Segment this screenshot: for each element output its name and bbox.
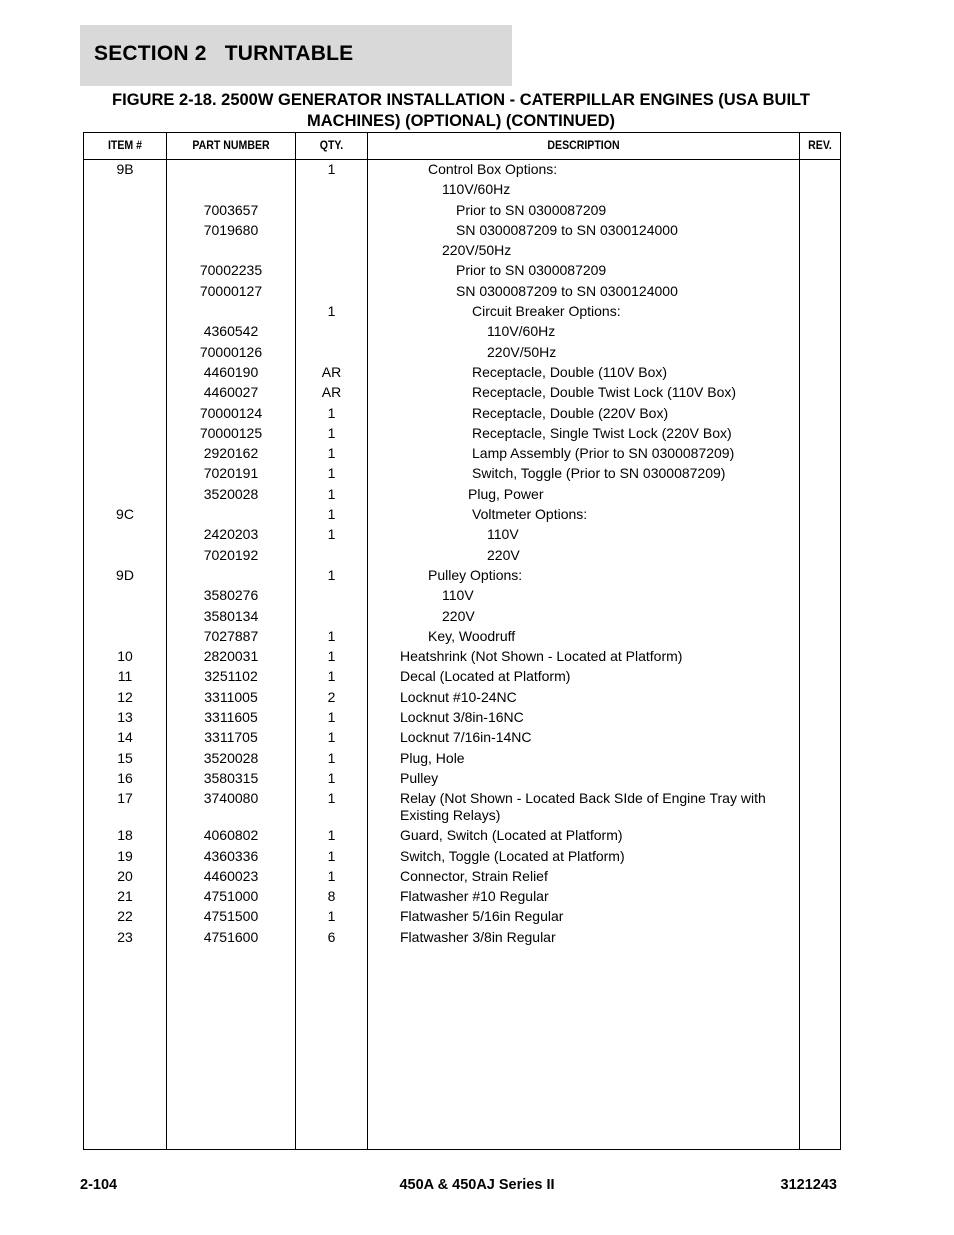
item-number: 9B <box>116 161 134 177</box>
part-number: 70000127 <box>199 282 263 299</box>
footer-doc-number: 3121243 <box>780 1177 837 1193</box>
quantity: 1 <box>327 445 336 462</box>
description: Flatwasher 5/16in Regular <box>400 908 564 925</box>
quantity: 1 <box>327 908 336 925</box>
table-row <box>84 362 840 382</box>
description: Prior to SN 0300087209 <box>456 262 607 279</box>
table-row <box>84 403 840 423</box>
quantity: 1 <box>327 566 336 583</box>
table-row <box>84 687 840 707</box>
table-row <box>84 666 840 686</box>
section-header <box>80 25 512 86</box>
part-number: 4751000 <box>203 888 259 905</box>
part-number: 3520028 <box>203 749 259 766</box>
table-row <box>84 463 840 483</box>
table-row <box>84 260 840 280</box>
table-row <box>84 423 840 443</box>
item-number: 21 <box>117 888 133 905</box>
item-number: 11 <box>117 668 133 685</box>
description: Locknut #10-24NC <box>400 688 517 705</box>
item-number: 13 <box>117 709 133 726</box>
description: Switch, Toggle (Located at Platform) <box>400 847 625 864</box>
table-row <box>84 846 840 866</box>
footer-model: 450A & 450AJ Series II <box>399 1177 555 1193</box>
description: Relay (Not Shown - Located Back SIde of Engine Tray with Existing Relays) <box>400 790 766 824</box>
description: Receptacle, Double (220V Box) <box>472 404 669 421</box>
description: Receptacle, Double (110V Box) <box>472 363 668 380</box>
header-part-number: PART NUMBER <box>192 138 270 152</box>
description: 110V/60Hz <box>442 181 511 198</box>
part-number: 70000124 <box>199 404 263 421</box>
part-number: 3311005 <box>204 688 258 705</box>
part-number: 3311605 <box>204 709 258 726</box>
quantity: 1 <box>327 161 336 177</box>
part-number: 4360336 <box>203 847 259 864</box>
table-row <box>84 281 840 301</box>
table-row <box>84 748 840 768</box>
part-number: 2920162 <box>203 445 259 462</box>
part-number: 7003657 <box>203 201 259 218</box>
table-row <box>84 382 840 402</box>
part-number: 4460190 <box>203 363 259 380</box>
item-number: 19 <box>117 847 133 864</box>
table-row <box>84 927 840 947</box>
table-row <box>84 301 840 321</box>
quantity: 1 <box>327 627 336 644</box>
table-row <box>84 342 840 362</box>
quantity: 1 <box>327 790 336 807</box>
description: Lamp Assembly (Prior to SN 0300087209) <box>472 445 735 462</box>
quantity: 1 <box>327 465 336 482</box>
description: 110V/60Hz <box>487 323 556 340</box>
description: 220V <box>442 607 475 624</box>
description: Decal (Located at Platform) <box>400 668 571 685</box>
table-row <box>84 585 840 605</box>
header-qty: QTY. <box>319 138 344 152</box>
table-row <box>84 646 840 666</box>
header-rev: REV. <box>808 138 832 152</box>
table-row <box>84 565 840 585</box>
item-number: 22 <box>117 908 133 925</box>
part-number: 4060802 <box>203 827 259 844</box>
quantity: 1 <box>327 847 336 864</box>
table-row <box>84 179 840 199</box>
description: Flatwasher #10 Regular <box>400 888 549 905</box>
table-row <box>84 484 840 504</box>
table-row <box>84 866 840 886</box>
parts-table <box>83 132 841 1150</box>
quantity: 1 <box>327 506 336 523</box>
part-number: 7027887 <box>203 627 259 644</box>
table-row <box>84 504 840 524</box>
part-number: 3580276 <box>203 587 259 604</box>
part-number: 7019680 <box>203 221 259 238</box>
item-number: 18 <box>117 827 133 844</box>
quantity: 1 <box>327 827 336 844</box>
table-row <box>84 606 840 626</box>
table-row <box>84 220 840 240</box>
part-number: 4460023 <box>203 867 259 884</box>
table-row <box>84 788 840 825</box>
description: Locknut 3/8in-16NC <box>400 709 524 726</box>
quantity: AR <box>321 384 342 401</box>
quantity: 1 <box>327 867 336 884</box>
part-number: 3740080 <box>203 790 259 807</box>
item-number: 9D <box>116 566 134 583</box>
quantity: 8 <box>327 888 336 905</box>
quantity: 1 <box>327 526 336 543</box>
description: Pulley <box>400 769 439 786</box>
table-row <box>84 240 840 260</box>
quantity: 1 <box>327 485 336 502</box>
item-number: 12 <box>117 688 133 705</box>
quantity: 1 <box>327 749 336 766</box>
part-number: 3311705 <box>204 729 258 746</box>
item-number: 20 <box>117 867 133 884</box>
part-number: 2820031 <box>203 648 259 665</box>
part-number: 4360542 <box>203 323 259 340</box>
quantity: 1 <box>327 303 336 320</box>
table-row <box>84 825 840 845</box>
part-number: 70002235 <box>199 262 263 279</box>
description: Heatshrink (Not Shown - Located at Platform) <box>400 648 683 665</box>
description: Circuit Breaker Options: <box>472 303 621 320</box>
part-number: 3580315 <box>203 769 259 786</box>
part-number: 3520028 <box>203 485 259 502</box>
quantity: 1 <box>327 769 336 786</box>
header-description: DESCRIPTION <box>547 138 620 152</box>
table-body <box>84 159 840 947</box>
part-number: 7020191 <box>203 465 259 482</box>
quantity: AR <box>321 363 342 380</box>
description: Key, Woodruff <box>428 627 516 644</box>
description: 220V <box>487 546 520 563</box>
table-row <box>84 626 840 646</box>
header-item: ITEM # <box>107 138 143 152</box>
description: Receptacle, Single Twist Lock (220V Box) <box>472 424 732 441</box>
description: 110V <box>442 587 474 604</box>
description: Guard, Switch (Located at Platform) <box>400 827 623 844</box>
description: SN 0300087209 to SN 0300124000 <box>456 221 678 238</box>
table-row <box>84 886 840 906</box>
quantity: 1 <box>327 404 336 421</box>
item-number: 23 <box>117 928 133 945</box>
description: Voltmeter Options: <box>472 506 588 523</box>
quantity: 2 <box>327 688 336 705</box>
description: Plug, Hole <box>400 749 465 766</box>
table-row <box>84 707 840 727</box>
item-number: 16 <box>117 769 133 786</box>
item-number: 9C <box>116 506 134 523</box>
part-number: 3580134 <box>203 607 259 624</box>
footer-page-number: 2-104 <box>80 1177 118 1193</box>
part-number: 2420203 <box>203 526 259 543</box>
table-row <box>84 768 840 788</box>
table-row <box>84 545 840 565</box>
description: 220V/50Hz <box>442 242 512 259</box>
part-number: 7020192 <box>203 546 259 563</box>
quantity: 1 <box>327 424 336 441</box>
figure-title: FIGURE 2-18. 2500W GENERATOR INSTALLATION - CATERPILLAR ENGINES (USA BUILT MACHINES) (OPTIONAL) (CONTINUED) <box>112 91 810 130</box>
item-number: 14 <box>117 729 133 746</box>
table-row <box>84 321 840 341</box>
item-number: 15 <box>117 749 133 766</box>
item-number: 10 <box>117 648 133 665</box>
description: Connector, Strain Relief <box>400 867 548 884</box>
description: 220V/50Hz <box>487 343 557 360</box>
table-row <box>84 443 840 463</box>
description: Control Box Options: <box>428 161 558 177</box>
section-title: SECTION 2 TURNTABLE <box>94 42 354 65</box>
quantity: 6 <box>327 928 336 945</box>
description: Receptacle, Double Twist Lock (110V Box) <box>472 384 737 401</box>
part-number: 4751500 <box>203 908 259 925</box>
description: 110V <box>487 526 519 543</box>
part-number: 3251102 <box>204 668 258 685</box>
description: SN 0300087209 to SN 0300124000 <box>456 282 678 299</box>
description: Locknut 7/16in-14NC <box>400 729 532 746</box>
quantity: 1 <box>327 729 336 746</box>
table-row <box>84 524 840 544</box>
description: Flatwasher 3/8in Regular <box>400 928 556 945</box>
part-number: 4751600 <box>203 928 259 945</box>
item-number: 17 <box>117 790 133 807</box>
quantity: 1 <box>327 648 336 665</box>
table-row <box>84 159 840 179</box>
table-row <box>84 727 840 747</box>
quantity: 1 <box>327 709 336 726</box>
quantity: 1 <box>327 668 336 685</box>
description: Plug, Power <box>468 485 544 502</box>
table-row <box>84 200 840 220</box>
part-number: 4460027 <box>203 384 259 401</box>
table-row <box>84 906 840 926</box>
part-number: 70000126 <box>199 343 263 360</box>
description: Switch, Toggle (Prior to SN 0300087209) <box>472 465 726 482</box>
part-number: 70000125 <box>199 424 263 441</box>
description: Prior to SN 0300087209 <box>456 201 607 218</box>
description: Pulley Options: <box>428 566 523 583</box>
